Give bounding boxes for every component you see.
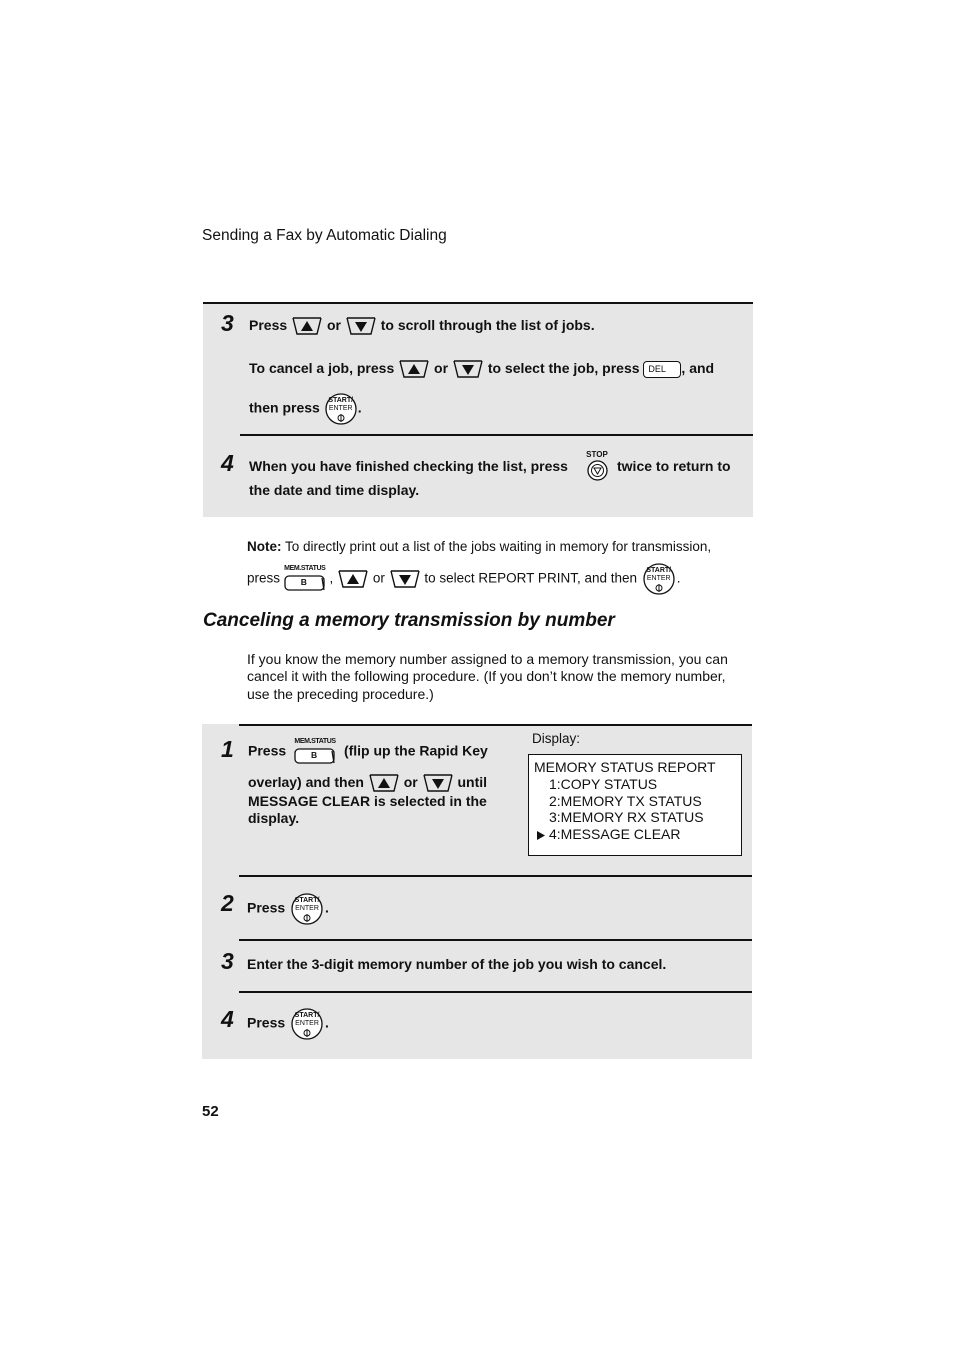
step-text bbox=[249, 360, 714, 378]
mem-status-label: MEM.STATUS bbox=[294, 738, 336, 745]
text-instruction: until bbox=[457, 774, 488, 790]
stop-key-label: STOP bbox=[586, 450, 608, 459]
note-line bbox=[247, 563, 681, 595]
step-text: When you have finished checking the list, press bbox=[249, 458, 568, 474]
mem-status-key-letter: B bbox=[310, 750, 318, 760]
stop-key-icon bbox=[584, 450, 610, 482]
start-key-label: START/ bbox=[646, 567, 672, 574]
page-number: 52 bbox=[202, 1103, 219, 1120]
step-number: 3 bbox=[221, 948, 234, 974]
step-number: 4 bbox=[221, 1006, 234, 1032]
running-header: Sending a Fax by Automatic Dialing bbox=[202, 227, 447, 244]
start-enter-key-icon bbox=[324, 393, 358, 425]
step-number: 1 bbox=[221, 736, 234, 762]
start-key-label: START/ bbox=[294, 1012, 320, 1019]
lcd-line: MEMORY STATUS REPORT bbox=[534, 759, 716, 775]
step-text bbox=[248, 774, 487, 792]
section-title: Canceling a memory transmission by number bbox=[203, 610, 615, 631]
note-text: to select REPORT PRINT, and then bbox=[424, 570, 637, 586]
step-text bbox=[247, 1008, 329, 1040]
text-instruction: to select the job, press bbox=[487, 360, 640, 376]
display-label: Display: bbox=[532, 731, 581, 746]
lcd-line: 2:MEMORY TX STATUS bbox=[549, 792, 702, 809]
text-instruction: to scroll through the list of jobs. bbox=[380, 317, 595, 333]
note-text: . bbox=[676, 570, 681, 586]
down-arrow-key-icon bbox=[345, 317, 377, 335]
step-text: Enter the 3-digit memory number of the job you wish to cancel. bbox=[247, 956, 667, 972]
step-number: 4 bbox=[221, 450, 234, 476]
start-key-label: START/ bbox=[294, 897, 320, 904]
down-arrow-key-icon bbox=[389, 570, 421, 588]
lcd-line: 1:COPY STATUS bbox=[549, 775, 658, 792]
up-arrow-key-icon bbox=[337, 570, 369, 588]
start-enter-key-icon bbox=[289, 1008, 325, 1040]
enter-key-label: ENTER bbox=[295, 905, 319, 912]
down-arrow-key-icon bbox=[452, 360, 484, 378]
up-arrow-key-icon bbox=[291, 317, 323, 335]
mem-status-label: MEM.STATUS bbox=[284, 565, 326, 572]
step-divider bbox=[203, 302, 753, 304]
text-or: or bbox=[403, 774, 418, 790]
text-period: . bbox=[325, 1014, 329, 1031]
note-label: Note: bbox=[247, 539, 282, 554]
note-text: To directly print out a list of the jobs waiting in memory for transmission, bbox=[285, 539, 712, 554]
step-text: the date and time display. bbox=[249, 482, 420, 498]
text-or: or bbox=[326, 317, 341, 333]
step-divider bbox=[239, 939, 752, 941]
intro-line: use the preceding procedure.) bbox=[247, 686, 434, 702]
text-instruction: To cancel a job, press bbox=[249, 360, 395, 376]
start-key-label: START/ bbox=[328, 397, 354, 404]
selection-cursor-icon bbox=[537, 831, 545, 840]
up-arrow-key-icon bbox=[398, 360, 430, 378]
intro-line: If you know the memory number assigned to a memory transmission, you can bbox=[247, 651, 728, 667]
text-press: Press bbox=[248, 742, 287, 759]
note-text: press bbox=[247, 570, 281, 586]
text-instruction: then press bbox=[249, 399, 320, 416]
step-number: 3 bbox=[221, 310, 234, 336]
step-text bbox=[247, 893, 329, 925]
start-enter-key-icon bbox=[641, 563, 677, 595]
note-text: or bbox=[372, 570, 385, 586]
text-instruction: (flip up the Rapid Key bbox=[343, 742, 488, 759]
lcd-line: 3:MEMORY RX STATUS bbox=[549, 809, 704, 826]
step-divider bbox=[240, 434, 753, 436]
text-or: or bbox=[434, 360, 449, 376]
text-instruction: , and bbox=[681, 360, 715, 376]
lcd-display bbox=[528, 754, 742, 856]
text-period: . bbox=[357, 399, 362, 416]
del-key-label: DEL bbox=[648, 363, 666, 374]
note-line bbox=[247, 538, 711, 556]
mem-status-key-letter: B bbox=[300, 577, 307, 587]
enter-key-label: ENTER bbox=[295, 1020, 319, 1027]
down-arrow-key-icon bbox=[422, 774, 454, 792]
step-divider bbox=[239, 991, 752, 993]
step-text bbox=[249, 317, 595, 335]
step-text: MESSAGE CLEAR is selected in the bbox=[248, 793, 487, 809]
enter-key-label: ENTER bbox=[646, 575, 671, 582]
text-press: Press bbox=[249, 317, 288, 333]
mem-status-key-icon bbox=[284, 565, 326, 593]
step-number: 2 bbox=[221, 890, 234, 916]
del-key-icon bbox=[643, 361, 681, 378]
lcd-line-selected bbox=[534, 826, 741, 843]
text-press: Press bbox=[247, 899, 286, 916]
up-arrow-key-icon bbox=[368, 774, 400, 792]
text-instruction: overlay) and then bbox=[248, 774, 364, 790]
intro-line: cancel it with the following procedure. (If you don’t know the memory number, bbox=[247, 668, 726, 684]
enter-key-label: ENTER bbox=[328, 405, 353, 412]
step-text bbox=[248, 738, 488, 766]
text-press: Press bbox=[247, 1014, 286, 1031]
step-divider bbox=[239, 724, 752, 726]
lcd-line-text: 4:MESSAGE CLEAR bbox=[549, 826, 681, 843]
step-divider bbox=[239, 875, 752, 877]
start-enter-key-icon bbox=[289, 893, 325, 925]
note-text: , bbox=[329, 570, 334, 586]
text-period: . bbox=[325, 899, 329, 916]
step-text bbox=[249, 393, 362, 425]
mem-status-key-icon bbox=[294, 738, 336, 766]
step-text: twice to return to bbox=[617, 458, 731, 474]
step-text: display. bbox=[248, 810, 300, 826]
